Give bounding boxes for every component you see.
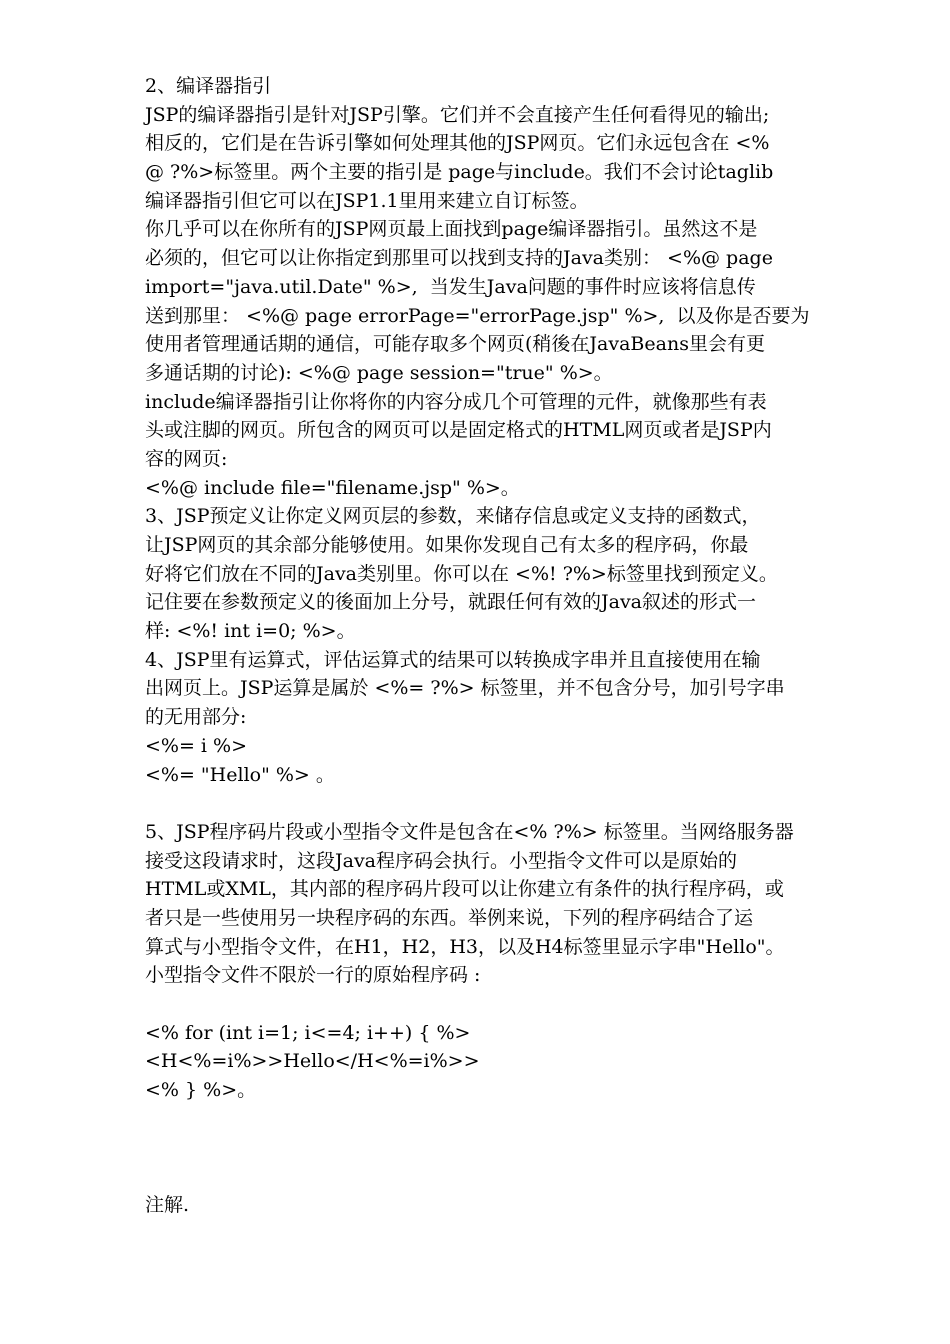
text-line: 头或注脚的网页。所包含的网页可以是固定格式的HTML网页或者是JSP内 — [145, 419, 772, 442]
text-line: 4、JSP里有运算式，评估运算式的结果可以转换成字串并且直接使用在输 — [145, 648, 761, 671]
text-line: 5、JSP程序码片段或小型指令文件是包含在<% ?%> 标签里。当网络服务器 — [145, 820, 794, 843]
text-line: 者只是一些使用另一块程序码的东西。举例来说，下列的程序码结合了运 — [145, 906, 754, 929]
text-line: 容的网页: — [145, 447, 228, 470]
text-line: import="java.util.Date" %>, 当发生Java问题的事件时应该将信息传 — [145, 275, 756, 298]
document-body — [145, 72, 880, 1220]
text-line: JSP的编译器指引是针对JSP引擎。它们并不会直接产生任何看得见的输出; — [145, 103, 770, 126]
text-line: 记住要在参数预定义的後面加上分号，就跟任何有效的Java叙述的形式一 — [145, 591, 757, 614]
text-line: include编译器指引让你将你的内容分成几个可管理的元件，就像那些有表 — [145, 390, 767, 413]
blank-line — [145, 1133, 880, 1162]
text-line: 使用者管理通话期的通信，可能存取多个网页(稍後在JavaBeans里会有更 — [145, 333, 765, 356]
text-line: <%@ include file="filename.jsp" %>。 — [145, 476, 520, 499]
code-line: <% } %>。 — [145, 1079, 257, 1102]
text-line: 送到那里： <%@ page errorPage="errorPage.jsp" %>, 以及你是否要为 — [145, 304, 810, 327]
text-line: 2、编译器指引 — [145, 75, 272, 97]
text-line: 接受这段请求时，这段Java程序码会执行。小型指令文件可以是原始的 — [145, 849, 738, 872]
text-line: 样: <%! int i=0; %>。 — [145, 620, 356, 643]
blank-line — [145, 1105, 880, 1134]
blank-line — [145, 1162, 880, 1191]
code-line: <H<%=i%>>Hello</H<%=i%>> — [145, 1050, 480, 1073]
code-line: <% for (int i=1; i<=4; i++) { %> — [145, 1021, 471, 1044]
text-line: 出网页上。JSP运算是属於 <%= ?%> 标签里，并不包含分号，加引号字串 — [145, 677, 785, 700]
text-line: 你几乎可以在你所有的JSP网页最上面找到page编译器指引。虽然这不是 — [145, 218, 758, 241]
text-line: 相反的，它们是在告诉引擎如何处理其他的JSP网页。它们永远包含在 <% — [145, 132, 770, 155]
blank-line — [145, 789, 880, 818]
text-line: 注解. — [145, 1193, 190, 1216]
text-line: HTML或XML，其内部的程序码片段可以让你建立有条件的执行程序码，或 — [145, 878, 784, 901]
text-line: 编译器指引但它可以在JSP1.1里用来建立自订标签。 — [145, 189, 589, 212]
text-line: 算式与小型指令文件，在H1，H2，H3，以及H4标签里显示字串"Hello"。 — [145, 935, 785, 958]
text-line: 的无用部分: — [145, 706, 247, 729]
text-line: 好将它们放在不同的Java类别里。你可以在 <%! ?%>标签里找到预定义。 — [145, 562, 778, 585]
text-line: 必须的，但它可以让你指定到那里可以找到支持的Java类别： <%@ page — [145, 247, 773, 270]
text-line: 让JSP网页的其余部分能够使用。如果你发现自己有太多的程序码，你最 — [145, 534, 749, 556]
text-line: @ ?%>标签里。两个主要的指引是 page与include。我们不会讨论taglib — [145, 161, 774, 184]
text-line: 3、JSP预定义让你定义网页层的参数，来储存信息或定义支持的函数式， — [145, 505, 761, 528]
text-line: <%= i %> — [145, 734, 248, 757]
text-line: 小型指令文件不限於一行的原始程序码 : — [145, 964, 481, 987]
blank-line — [145, 990, 880, 1019]
text-line: 多通话期的讨论): <%@ page session="true" %>。 — [145, 361, 613, 384]
text-line: <%= "Hello" %> 。 — [145, 763, 335, 786]
